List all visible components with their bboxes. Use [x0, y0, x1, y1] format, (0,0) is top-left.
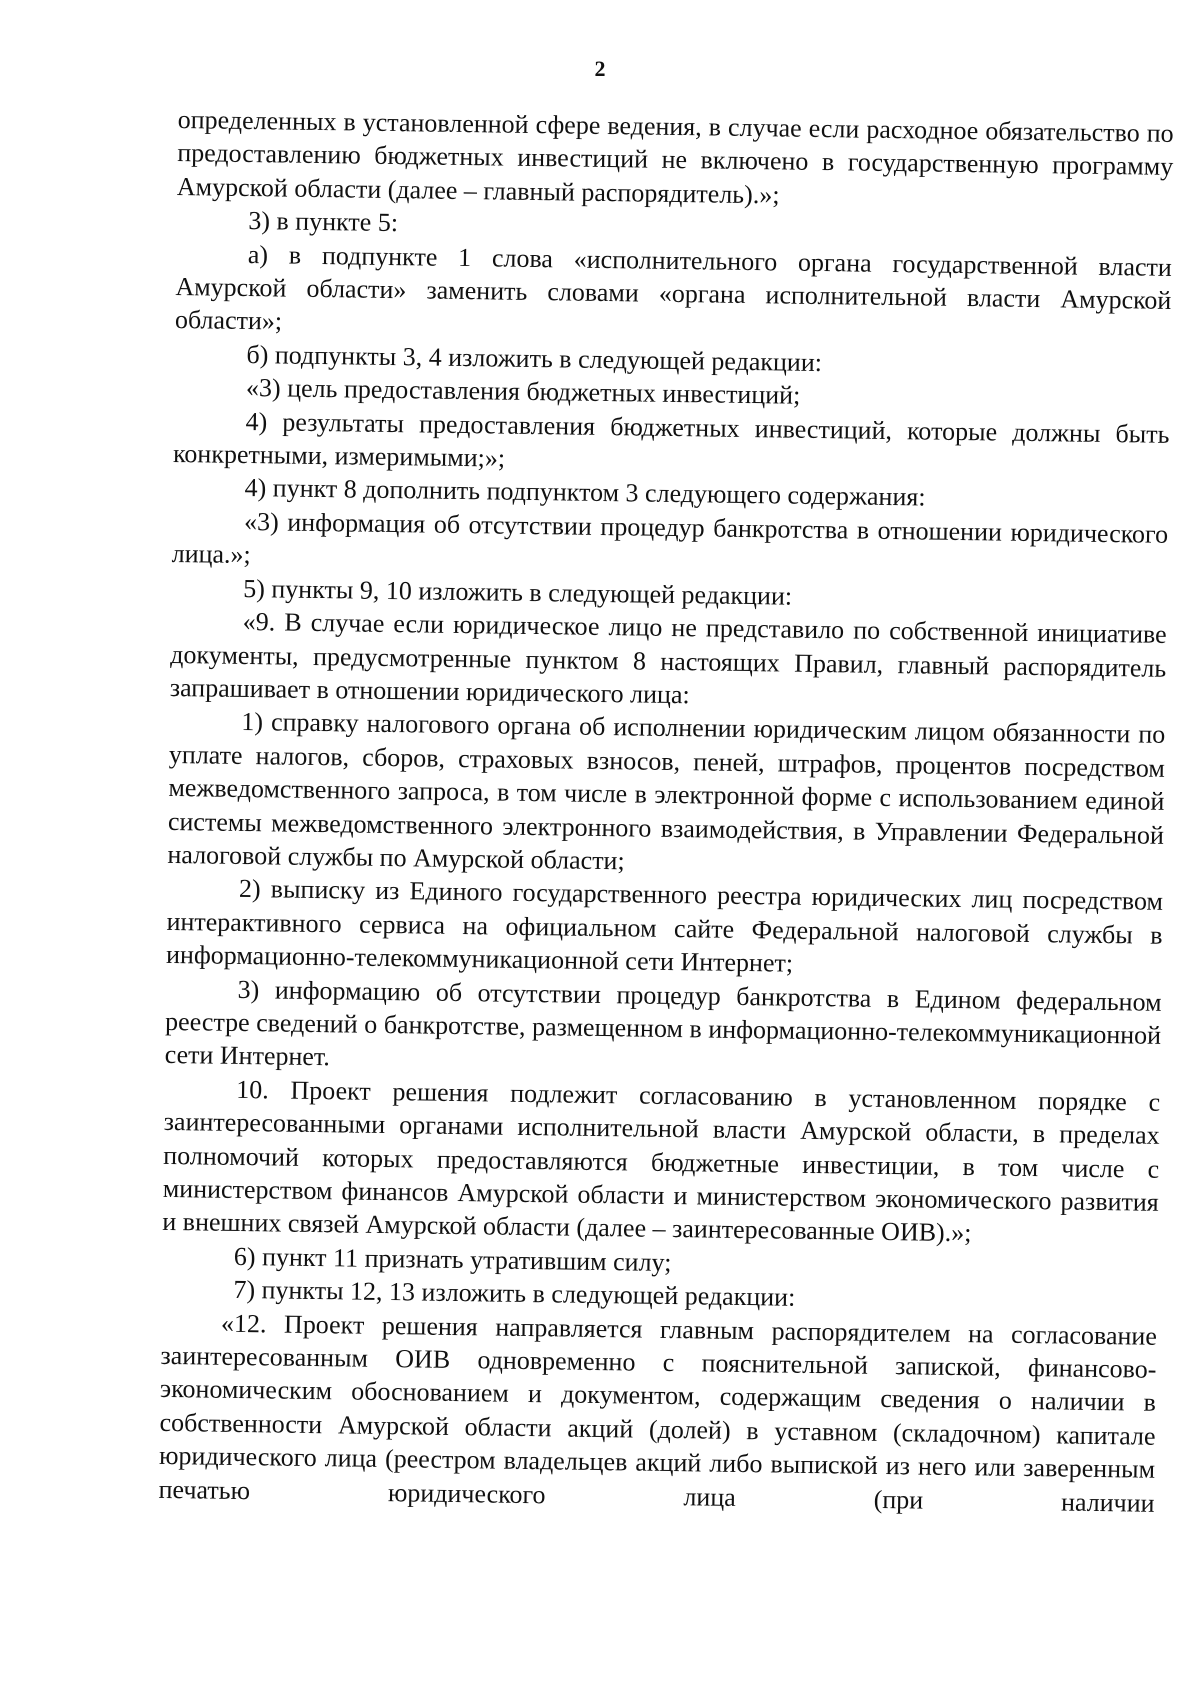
paragraph-1: определенных в установленной сфере ведения, в случае если расходное обязательство по предоставлению бюджетных инвестиций не включено в государственную программу Амурской области (далее – главный распорядитель).»;	[176, 104, 1174, 210]
paragraph-11: 1) справку налогового органа об исполнении юридическим лицом обязанности по уплате налогов, сборов, страховых взносов, пеней, штрафов, процентов посредством межведомственного запроса, в том числе в электронной форме с использованием единой системы межведомственного электронного взаимодействия, в Управлении Федеральной налоговой службы по Амурской области;	[167, 707, 1166, 876]
paragraph-16: 7) пункты 12, 13 изложить в следующей редакции:	[233, 1275, 796, 1312]
paragraph-17: «12. Проект решения направляется главным распорядителем на согласование заинтересованным ОИВ одновременно с пояснительной запиской, финансово-экономическим обоснованием и документом, содержащим сведения о наличии в собственности Амурской области акций (долей) в уставном (складочном) капитале юридического лица (реестром владельцев акций либо выпиской из него или заверенным печатью юридического лица (при наличии	[158, 1308, 1158, 1518]
paragraph-13: 3) информацию об отсутствии процедур банкротства в Едином федеральном реестре сведений о банкротстве, размещенном в информационно-телекоммуникационной сети Интернет.	[164, 974, 1162, 1072]
paragraph-5: «3) цель предоставления бюджетных инвестиций;	[245, 373, 801, 410]
paragraph-14: 10. Проект решения подлежит согласованию в установленном порядке с заинтересованными органами исполнительной власти Амурской области, в пределах полномочий которых предоставляются бюджетные инвестиции, в том числе с министерством финансов Амурской области и министерством экономического развития и внешних связей Амурской области (далее – заинтересованные ОИВ).»;	[162, 1074, 1161, 1248]
paragraph-3: а) в подпункте 1 слова «исполнительного органа государственной власти Амурской области» заменить словами «органа исполнительной власти Амурской области»;	[174, 239, 1173, 336]
paragraph-10: «9. В случае если юридическое лицо не представило по собственной инициативе документы, предусмотренные пунктом 8 настоящих Правил, главный распорядитель запрашивает в отношении юридического лица:	[169, 607, 1167, 710]
paragraph-6: 4) результаты предоставления бюджетных инвестиций, которые должны быть конкретными, измеримыми;»;	[172, 406, 1170, 473]
page-number: 2	[594, 56, 606, 81]
paragraph-4: б) подпункты 3, 4 изложить в следующей редакции:	[246, 339, 823, 377]
paragraph-2: 3) в пункте 5:	[248, 206, 399, 238]
paragraph-12: 2) выписку из Единого государственного реестра юридических лиц посредством интерактивного сервиса на официальном сайте Федеральной налоговой службы в информационно-телекоммуникационной сети Интернет;	[165, 874, 1164, 978]
document-body	[158, 103, 1173, 1520]
paragraph-9: 5) пункты 9, 10 изложить в следующей редакции:	[243, 573, 793, 611]
paragraph-7: 4) пункт 8 дополнить подпунктом 3 следующего содержания:	[244, 473, 926, 512]
paragraph-8: «3) информация об отсутствии процедур банкротства в отношении юридического лица.»;	[171, 506, 1169, 570]
paragraph-15: 6) пункт 11 признать утратившим силу;	[233, 1241, 672, 1277]
